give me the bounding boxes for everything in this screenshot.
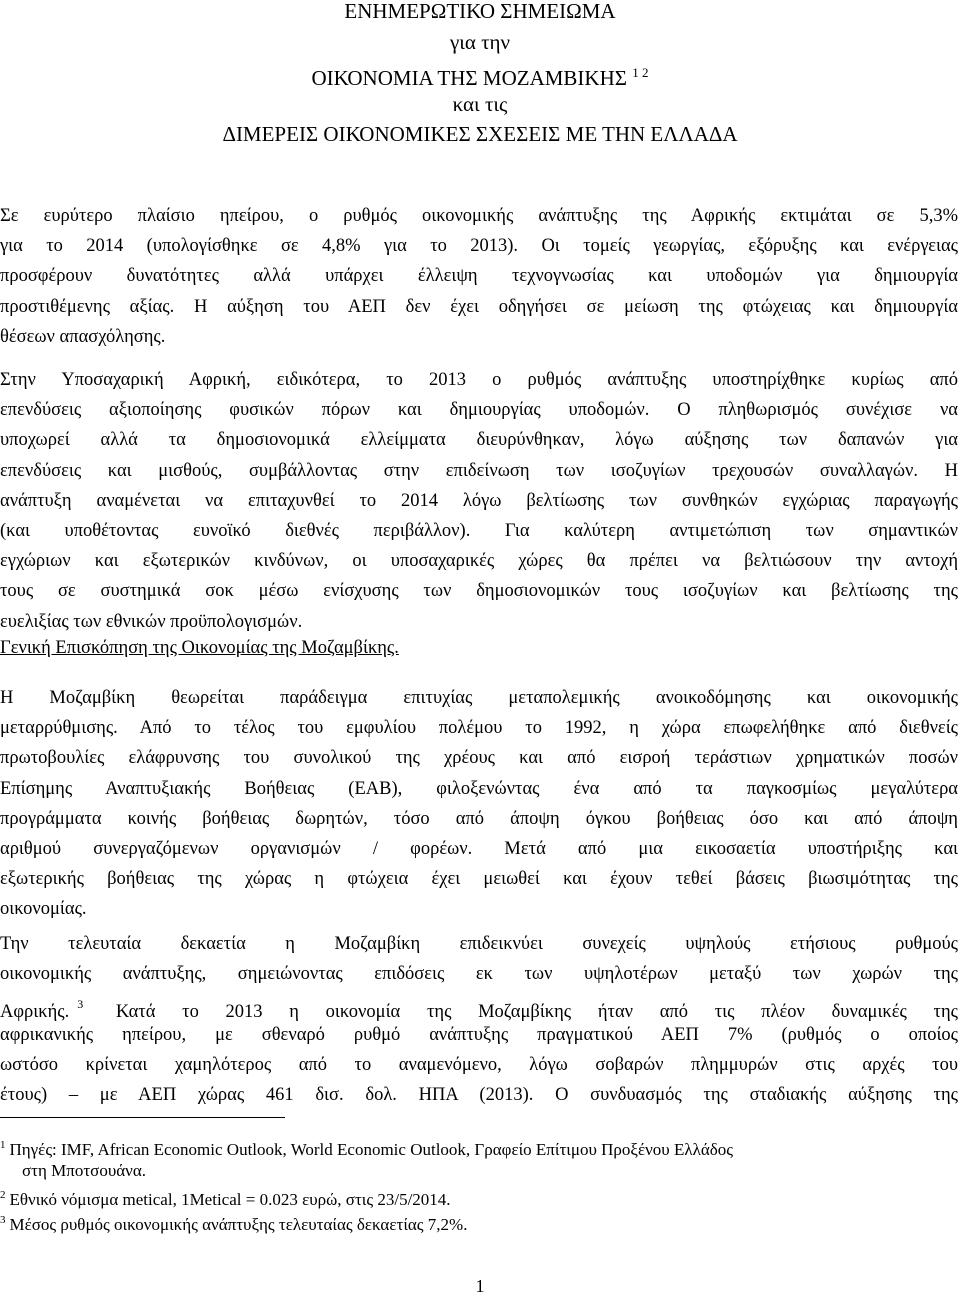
document-title bbox=[0, 0, 960, 26]
footnote-divider bbox=[0, 1117, 285, 1118]
text-line: υποχωρεί αλλά τα δημοσιονομικά ελλείμματα διευρύνθηκαν, λόγω αύξησης των δαπανών για bbox=[0, 430, 958, 451]
paragraph-africa-growth bbox=[0, 201, 958, 352]
footnote-text: Μέσος ρυθμός οικονομικής ανάπτυξης τελευταίας δεκαετίας 7,2%. bbox=[9, 1215, 468, 1234]
text-fragment: Κατά το 2013 η οικονομία της Μοζαμβίκης ήταν από τις πλέον δυναμικές της bbox=[115, 1002, 958, 1023]
footnote-3 bbox=[0, 1208, 467, 1237]
text-line: Στην Υποσαχαρική Αφρική, ειδικότερα, το 2013 ο ρυθμός ανάπτυξης υποστηρίχθηκε κυρίως από bbox=[0, 370, 958, 390]
section-heading: Γενική Επισκόπηση της Οικονομίας της Μοζαμβίκης. bbox=[0, 638, 399, 658]
text-line: Η Μοζαμβίκη θεωρείται παράδειγμα επιτυχίας μεταπολεμικής ανοικοδόμησης και οικονομικής bbox=[0, 688, 958, 708]
text-line: πρωτοβουλίες ελάφρυνσης του συνολικού της χρέους και από εισροή τεράστιων χρηματικών ποσών bbox=[0, 748, 958, 769]
footnote-ref-3: 3 bbox=[77, 997, 84, 1012]
text-line: αφρικανικής ηπείρου, με σθεναρό ρυθμό ανάπτυξης πραγματικού ΑΕΠ 7% (ρυθμός ο οποίος bbox=[0, 1024, 958, 1045]
text-line bbox=[0, 989, 958, 1023]
text-line: προγράμματα κοινής βοήθειας δωρητών, τόσο από άποψη όγκου βοήθειας όσο και από άποψη bbox=[0, 808, 958, 829]
title-line-3-text: ΟΙΚΟΝΟΜΙΑ ΤΗΣ ΜΟΖΑΜΒΙΚΗΣ bbox=[311, 66, 627, 90]
footnote-text: στη Μποτσουάνα. bbox=[22, 1161, 146, 1180]
text-line: ανάπτυξη αναμένεται να επιταχυνθεί το 2014 λόγω βελτίωσης των συνθηκών εγχώριας παραγωγής bbox=[0, 490, 958, 511]
text-line: προστιθέμενης αξίας. Η αύξηση του ΑΕΠ δεν έχει οδηγήσει σε μείωση της φτώχειας και δημιουργία bbox=[0, 296, 958, 317]
paragraph-subsaharan-africa bbox=[0, 365, 958, 637]
text-line: Επίσημης Αναπτυξιακής Βοήθειας (ΕΑΒ), φιλοξενώντας ένα από τα παγκοσμίως μεγαλύτερα bbox=[0, 778, 958, 799]
text-line: Σε ευρύτερο πλαίσιο ηπείρου, ο ρυθμός οικονομικής ανάπτυξης της Αφρικής εκτιμάται σε 5,3% bbox=[0, 206, 958, 226]
text-line: μεταρρύθμισης. Από το τέλος του εμφυλίου πολέμου το 1992, η χώρα επωφελήθηκε από διεθνείς bbox=[0, 718, 958, 739]
text-line: επενδύσεις και μισθούς, συμβάλλοντας στην επιδείνωση των ισοζυγίων τρεχουσών συναλλαγών. Η bbox=[0, 460, 958, 481]
text-line: εξωτερικής βοήθειας της χώρας η φτώχεια έχει μειωθεί και έχουν τεθεί βάσεις βιωσιμότητας της bbox=[0, 869, 958, 890]
title-line-2-wrap bbox=[0, 27, 960, 57]
footnote-number: 1 bbox=[0, 1139, 6, 1151]
text-line: για το 2014 (υπολογίσθηκε σε 4,8% για το 2013). Οι τομείς γεωργίας, εξόρυξης και ενέργειας bbox=[0, 236, 958, 257]
paragraph-mozambique-overview bbox=[0, 683, 958, 925]
title-line-2: για την bbox=[449, 30, 511, 54]
footnote-1-continued bbox=[0, 1158, 146, 1183]
text-line: έτους) – με ΑΕΠ χώρας 461 δισ. δολ. ΗΠΑ (2013). Ο συνδυασμός της σταδιακής αύξησης της bbox=[0, 1084, 958, 1105]
text-fragment: Αφρικής. bbox=[0, 1002, 70, 1023]
page-number: 1 bbox=[475, 1276, 485, 1296]
text-line: (και υποθέτοντας ευνοϊκό διεθνές περιβάλλον). Για καλύτερη αντιμετώπιση των σημαντικών bbox=[0, 520, 958, 541]
text-line: Την τελευταία δεκαετία η Μοζαμβίκη επιδεικνύει συνεχείς υψηλούς ετήσιους ρυθμούς bbox=[0, 934, 958, 954]
title-line-4: και τις bbox=[452, 92, 508, 116]
text-line: ωστόσο κρίνεται χαμηλότερος από το αναμενόμενο, λόγω σοβαρών πλημμυρών στις αρχές του bbox=[0, 1054, 958, 1075]
text-line: οικονομικής ανάπτυξης, σημειώνοντας επιδόσεις εκ των υψηλοτέρων μεταξύ των χωρών της bbox=[0, 964, 958, 985]
text-line: οικονομίας. bbox=[0, 899, 87, 920]
footnote-number: 3 bbox=[0, 1214, 6, 1226]
title-line-3-wrap bbox=[0, 58, 960, 93]
footnote-number: 2 bbox=[0, 1189, 6, 1201]
footnote-text: Πηγές: IMF, African Economic Outlook, World Economic Outlook, Γραφείο Επίτιμου Προξένου Ελλάδος bbox=[9, 1140, 733, 1159]
text-line: τους σε συστημικά σοκ μέσω ενίσχυσης των δημοσιονομικών τους ισοζυγίων και βελτίωσης της bbox=[0, 581, 958, 602]
text-line: αριθμού συνεργαζόμενων οργανισμών / φορέων. Μετά από μια εικοσαετία υποστήριξης και bbox=[0, 838, 958, 859]
title-footnote-refs: 1 2 bbox=[632, 65, 649, 80]
text-line: ευελιξίας των εθνικών προϋπολογισμών. bbox=[0, 611, 303, 632]
title-line-5-wrap bbox=[0, 119, 960, 149]
footnote-text: Εθνικό νόμισμα metical, 1Metical = 0.023 ευρώ, στις 23/5/2014. bbox=[9, 1190, 451, 1209]
title-line-3 bbox=[0, 58, 960, 93]
title-line-5: ΔΙΜΕΡΕΙΣ ΟΙΚΟΝΟΜΙΚΕΣ ΣΧΕΣΕΙΣ ΜΕ ΤΗΝ ΕΛΛΑΔΑ bbox=[222, 122, 738, 146]
title-line-4-wrap bbox=[0, 89, 960, 119]
text-line: προσφέρουν δυνατότητες αλλά υπάρχει έλλειψη τεχνογνωσίας και υποδομών για δημιουργία bbox=[0, 266, 958, 287]
text-line: εγχώριων και εξωτερικών κινδύνων, οι υποσαχαρικές χώρες θα πρέπει να βελτιώσουν την αντοχή bbox=[0, 551, 958, 572]
text-line: επενδύσεις αξιοποίησης φυσικών πόρων και δημιουργίας υποδομών. Ο πληθωρισμός συνέχισε να bbox=[0, 400, 958, 421]
text-line: θέσεων απασχόλησης. bbox=[0, 326, 166, 347]
paragraph-recent-decade bbox=[0, 929, 958, 1110]
title-line-1: ΕΝΗΜΕΡΩΤΙΚΟ ΣΗΜΕΙΩΜΑ bbox=[344, 0, 616, 23]
